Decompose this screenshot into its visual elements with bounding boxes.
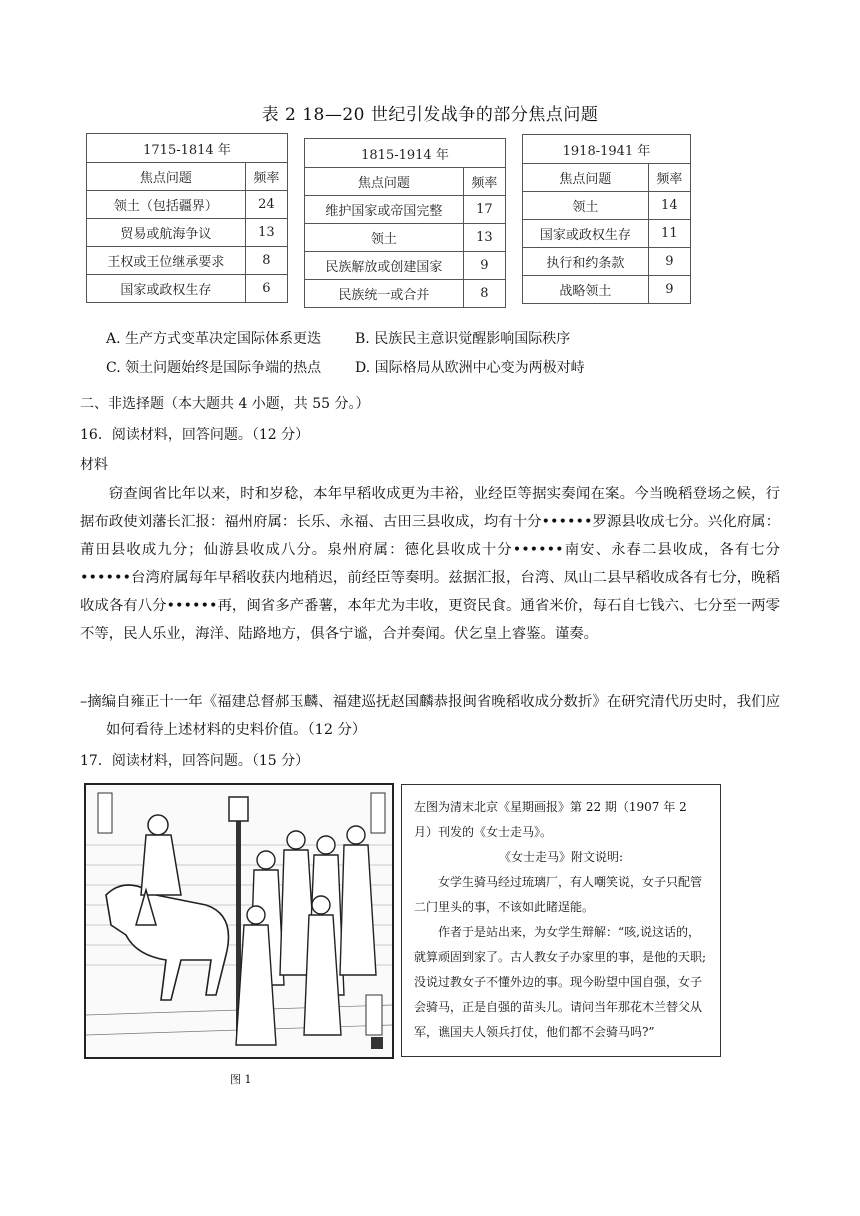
table-period-header: 1715-1814 年 [87, 134, 288, 163]
figure-caption: 图 1 [230, 1073, 252, 1086]
issue-cell: 执行和约条款 [523, 248, 649, 276]
table-1815-1914 [304, 138, 506, 308]
figure-subtitle: 《女士走马》附文说明: [498, 850, 624, 864]
table-period-header: 1815-1914 年 [305, 139, 506, 168]
freq-cell: 24 [245, 191, 287, 219]
col-header-freq: 频率 [648, 164, 690, 192]
freq-cell: 17 [463, 196, 505, 224]
material-label: 材料 [80, 457, 108, 473]
table-1918-1941 [522, 134, 691, 304]
col-header-issue: 焦点问题 [87, 163, 246, 191]
q16-source [80, 688, 780, 744]
table-row [305, 196, 506, 224]
figure-paragraph-1: 女学生骑马经过琉璃厂，有人嘲笑说，女子只配管二门里头的事，不该如此睹逞能。 [414, 875, 703, 914]
table-row [87, 219, 288, 247]
table-title: 表 2 18—20 世纪引发战争的部分焦点问题 [261, 105, 599, 125]
option-d: D. 国际格局从欧洲中心变为两极对峙 [355, 360, 585, 376]
option-a: A. 生产方式变革决定国际体系更迭 [106, 331, 322, 347]
section-heading: 二、非选择题（本大题共 4 小题，共 55 分。） [80, 396, 370, 412]
issue-cell: 国家或政权生存 [87, 275, 246, 303]
material-text: 窃查闽省比年以来，时和岁稔，本年早稻收成更为丰裕，业经臣等据实奏闻在案。今当晚稻登场之候，行据布政使刘藩长汇报：福州府属：长乐、永福、古田三县收成，均有十分••••••罗源县收成七分。兴化府属：莆田县收成九分；仙游县收成八分。泉州府属：德化县收成十分••••••南安、永春二县收成，各有七分••••••台湾府属每年早稻收获内地稍迟，前经臣等奏明。兹据汇报，台湾、凤山二县早稻收成各有七分，晚稻收成各有八分••••••再，闽省多产番薯，本年尤为丰收，更资民食。通省米价，每石自七钱六、七分至一两零不等，民人乐业，海洋、陆路地方，俱各宁谧，合并奏闻。伏乞皇上睿鉴。谨奏。 [80, 486, 780, 642]
illustration-women-riding-horse [84, 783, 394, 1059]
table-row [87, 275, 288, 303]
table-row [523, 248, 691, 276]
freq-cell: 9 [648, 276, 690, 304]
freq-cell: 8 [463, 280, 505, 308]
q16-title: 16．阅读材料，回答问题。（12 分） [80, 427, 310, 443]
q16-material [80, 480, 780, 648]
freq-cell: 9 [648, 248, 690, 276]
freq-cell: 6 [245, 275, 287, 303]
source-text: –摘编自雍正十一年《福建总督郝玉麟、福建巡抚赵国麟恭报闽省晚稻收成分数折》在研究清代历史时，我们应如何看待上述材料的史料价值。（12 分） [80, 694, 780, 738]
option-b: B. 民族民主意识觉醒影响国际秩序 [355, 331, 571, 347]
freq-cell: 13 [463, 224, 505, 252]
col-header-freq: 频率 [463, 168, 505, 196]
issue-cell: 民族解放或创建国家 [305, 252, 464, 280]
col-header-issue: 焦点问题 [305, 168, 464, 196]
option-c: C. 领土问题始终是国际争端的热点 [106, 360, 322, 376]
col-header-issue: 焦点问题 [523, 164, 649, 192]
table-row [87, 247, 288, 275]
table-row [523, 192, 691, 220]
issue-cell: 国家或政权生存 [523, 220, 649, 248]
col-header-freq: 频率 [245, 163, 287, 191]
figure-intro: 左图为清末北京《星期画报》第 22 期（1907 年 2 月）刊发的《女士走马》。 [414, 800, 687, 839]
issue-cell: 领土 [305, 224, 464, 252]
issue-cell: 领土（包括疆界） [87, 191, 246, 219]
issue-cell: 贸易或航海争议 [87, 219, 246, 247]
q17-title: 17．阅读材料，回答问题。（15 分） [80, 753, 310, 769]
figure-description-box [401, 784, 721, 1057]
table-period-header: 1918-1941 年 [523, 135, 691, 164]
table-1715-1814 [86, 133, 288, 303]
woodcut-illustration [86, 785, 392, 1057]
issue-cell: 民族统一或合并 [305, 280, 464, 308]
table-row [523, 276, 691, 304]
freq-cell: 8 [245, 247, 287, 275]
table-row [523, 220, 691, 248]
table-row [305, 280, 506, 308]
issue-cell: 战略领土 [523, 276, 649, 304]
freq-cell: 13 [245, 219, 287, 247]
table-row [87, 191, 288, 219]
issue-cell: 王权或王位继承要求 [87, 247, 246, 275]
freq-cell: 14 [648, 192, 690, 220]
figure-paragraph-2: 作者于是站出来，为女学生辩解：“咳,说这话的，就算顽固到家了。古人教女子办家里的事，是他的天职;没说过教女子不懂外边的事。现今盼望中国自强，女子会骑马，正是自强的苗头儿。请问当年那花木兰替父从军，谯国夫人领兵打仗，他们都不会骑马吗?” [414, 925, 707, 1039]
table-row [305, 252, 506, 280]
issue-cell: 维护国家或帝国完整 [305, 196, 464, 224]
freq-cell: 11 [648, 220, 690, 248]
issue-cell: 领土 [523, 192, 649, 220]
freq-cell: 9 [463, 252, 505, 280]
table-row [305, 224, 506, 252]
